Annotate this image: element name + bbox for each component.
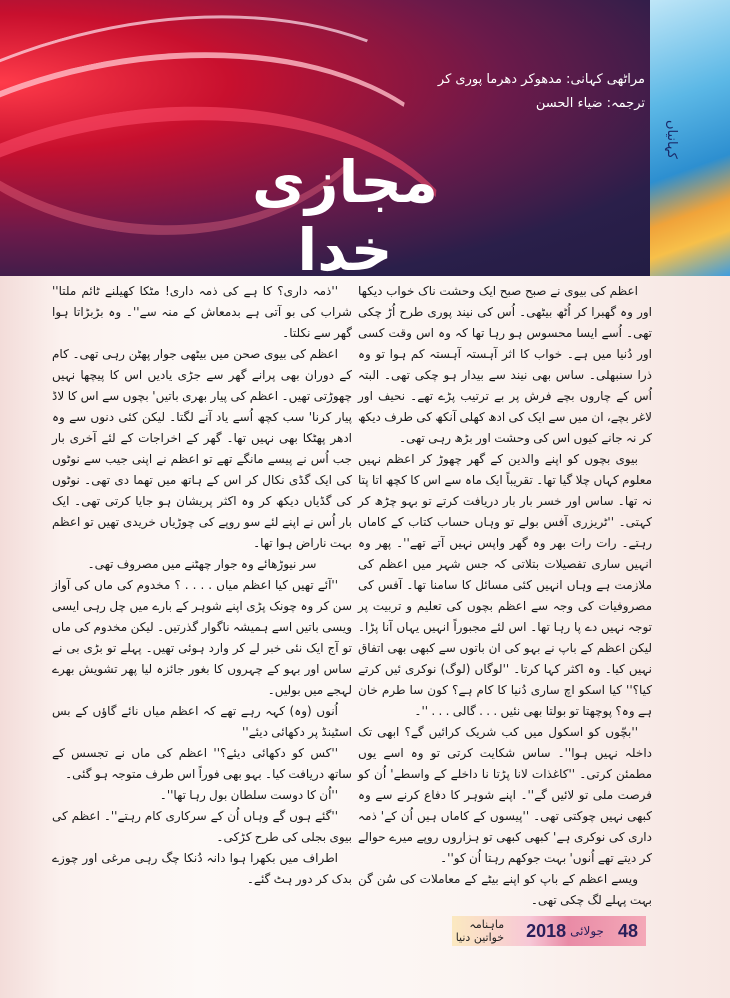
credit-story: مراٹھی کہانی: مدھوکر دھرما پوری کر [437,72,645,87]
story-credits [438,68,645,116]
paragraph: سر نیوڑھائے وہ جوار چھٹنے میں مصروف تھی۔ [87,557,317,571]
paragraph: اطراف میں بکھرا ہوا دانہ دُنکا چگ رہی مرغی اور چوزے بدک کر دور ہٹ گئے۔ [52,851,352,886]
paragraph: ''گئے ہوں گے وہاں اُن کے سرکاری کام رہتے''۔ اعظم کی بیوی بجلی کی طرح کڑکی۔ [52,809,352,844]
story-title: مجازی خدا [251,148,439,284]
credit-translation: ترجمہ: ضیاء الحسن [535,96,645,111]
section-strip [650,0,730,276]
paragraph: اعظم کی بیوی نے صبح صبح ایک وحشت ناک خواب دیکھا اور وہ گھبرا کر اُٹھ بیٹھی۔ اُس کی نیند پوری طرح اُڑ چکی تھی۔ اُسے ایسا محسوس ہو رہا تھا کہ وہ اس وقت کسی اور دُنیا میں ہے۔ خواب کا اثر آہستہ آہستہ کم ہوا تو وہ ذرا سنبھلی۔ ساس بھی نیند سے بیدار ہو چکی تھی۔ البتہ اُس کے چاروں بچے فرش پر بے ترتیب پڑے تھے۔ نحیف اور لاغر بچے، ان میں سے ایک کی ادھ کھلی آنکھ کی طرف دیکھ کر نہ جانے کیوں اس کی وحشت اور بڑھ رہی تھی۔ [358,284,652,445]
paragraph: اُنوں (وہ) کہہ رہے تھے کہ اعظم میاں نائے گاؤں کے بس اسٹینڈ پر دکھائی دیئے'' [52,704,352,739]
page-footer [452,916,646,946]
section-label: کہانیاں [664,120,679,159]
issue-year: 2018 [526,920,567,941]
paragraph: ''بچّوں کو اسکول میں کب شریک کرائیں گے؟ ابھی تک داخلہ نہیں ہوا''۔ ساس شکایت کرتی تو وہ اسے یوں مطمئن کرتی۔ ''کاغذات لانا پڑتا نا داخلے کے واسطے' اُن کو فرصت ملی تو لائیں گے''۔ اپنے شوہر کا دفاع کرنے سے وہ کبھی نہیں چوکتی تھی۔ ''پیسوں کے کاماں ہیں اُن کے' ذمہ داری کی نوکری ہے' کبھی کبھی تو ہزاروں روپے میرے حوالے کر دیتے تھے اُنوں' بہت جوکھم رہتا اُن کو''۔ [358,725,652,865]
paragraph: ''آئے تھیں کیا اعظم میاں . . . . ؟ مخدوم کی ماں کی آواز سن کر وہ چونک پڑی اپنے شوہر کے بارے میں چل رہی ایسی ویسی باتیں اسے ہمیشہ ناگوار گذرتیں۔ لیکن مخدوم کی ماں تو آج ایک نئی خبر لے کر وارد ہوئی تھیں۔ پہلے تو بڑی بی نے ساس اور بہو کے چہروں کا بغور جائزہ لیا پھر تشویش بھرے لہجے میں بولیں۔ [52,578,352,697]
magazine-name: ماہنامہ خواتین دنیا [455,918,505,944]
paragraph: ''کس کو دکھائی دیئے؟'' اعظم کی ماں نے تجسس کے ساتھ دریافت کیا۔ بہو بھی فوراً اس طرف متوجہ ہو گئی۔ [52,746,352,781]
issue-month: جولائی [570,924,604,938]
paragraph: بیوی بچوں کو اپنے والدین کے گھر چھوڑ کر اعظم نہیں معلوم کہاں چلا گیا تھا۔ تقریباً ایک ماہ سے اس کا کچھ اتا پتا نہ تھا۔ ساس اور خسر بار بار دریافت کرتے تو بہو چڑھ کر کہتی۔ ''ٹریزری آفس بولے تو وہاں حساب کتاب کے کاماں رہتے۔ رات رات بھر وہ گھر واپس نہیں آتے تھے''۔ پھر وہ انہیں ساری تفصیلات بتلاتی کہ جس شہر میں اعظم کی ملازمت ہے وہاں انہیں کئی مسائل کا سامنا تھا۔ آفس کی مصروفیات کی وجہ سے اعظم بچوں کی تعلیم و تربیت پر توجہ نہیں دے پا رہا تھا۔ اس لئے مجبوراً انہیں یہاں آنا پڑا۔ لیکن اعظم کے باپ نے بہو کی ان باتوں سے کبھی بھی اتفاق نہیں کیا۔ وہ اکثر کہا کرتا۔ ''لوگاں (لوگ) نوکری ئیں کرتے کیا؟'' کیا اسکو اچ ساری دُنیا کا کام ہے؟ کون سا طرم خان ہے وہ؟ پوچھتا تو بولتا بھی نئیں . . . گالی . . . ''۔ [358,452,652,718]
page-number: 48 [617,920,638,941]
text-column-left [52,281,352,890]
paragraph: ''ذمہ داری؟ کا ہے کی ذمہ داری! مٹکا کھیلنے ٹائم ملتا'' شراب کی بو آتی ہے بدمعاش کے منہ سے''۔ وہ بڑبڑاتا ہوا گھر سے نکلتا۔ [52,284,352,340]
paragraph: ویسے اعظم کے باپ کو اپنے بیٹے کے معاملات کی سُن گن بہت پہلے لگ چکی تھی۔ [358,872,652,907]
paragraph: ''اُن کا دوست سلطان بول رہا تھا''۔ [159,788,338,802]
text-column-right [358,281,652,911]
paragraph: اعظم کی بیوی صحن میں بیٹھی جوار پھٹن رہی تھی۔ کام کے دوران بھی پرانے گھر سے جڑی یادیں اس کا پیچھا نہیں چھوڑتی تھیں۔ اعظم کی پیار بھری باتیں' بچوں سے اس کا لاڈ پیار کرنا' سب کچھ اُسے یاد آنے لگتا۔ لیکن کئی دنوں سے وہ ادھر پھٹکا بھی نہیں تھا۔ گھر کے اخراجات کے لئے آخری بار جب اُس نے پیسے مانگے تھے تو اعظم نے اپنی جیب سے نوٹوں کی ایک گڈی نکال کر اس کے ہاتھ میں تھما دی تھی۔ نوٹوں کی گڈیاں دیکھ کر وہ اکثر پریشان ہو جایا کرتی تھی۔ ایک بار اُس نے اپنے لئے سو روپے کی چوڑیاں خریدی تھیں تو اعظم بہت ناراض ہوا تھا۔ [52,347,352,550]
